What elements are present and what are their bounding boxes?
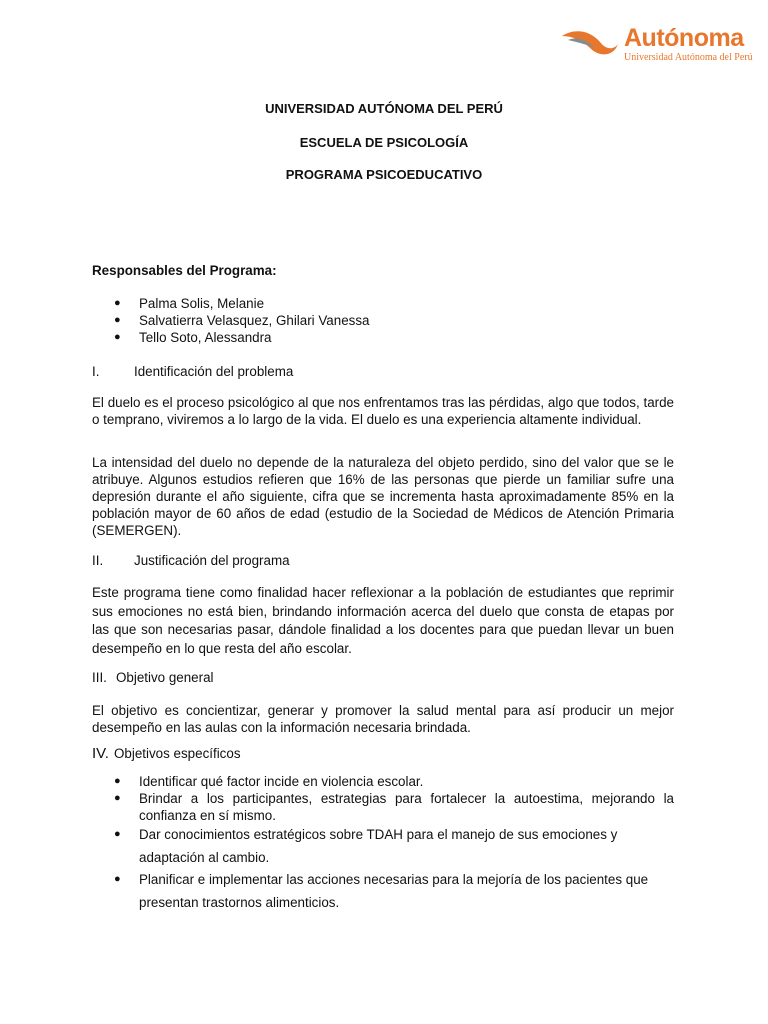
section-number: II. — [92, 553, 104, 568]
paragraph-justification: Este programa tiene como finalidad hacer reflexionar a la población de estudiantes que reprimir sus emociones no está bien, brindando información acerca del duelo que consta de etapas por las que son necesarias pasar, dándole finalidad a los docentes para que puedan llevar un buen desempeño en lo que resta del año escolar. — [92, 585, 674, 656]
bullet-icon: ● — [114, 331, 121, 343]
section-heading-2 — [92, 552, 290, 569]
section-title: Objetivo general — [116, 670, 214, 685]
paragraph-problem-2: La intensidad del duelo no depende de la naturaleza del objeto perdido, sino del valor que se le atribuye. Algunos estudios refieren que 16% de las personas que pierde un familiar sufre una depresión durante el año siguiente, cifra que se incrementa hasta aproximadamente 85% en la población mayor de 60 años de edad (estudio de la Sociedad de Médicos de Atención Primaria (SEMERGEN). — [92, 455, 674, 538]
header-university: UNIVERSIDAD AUTÓNOMA DEL PERÚ — [265, 101, 503, 116]
bullet-icon: ● — [114, 314, 121, 326]
section-number: IV. — [92, 745, 109, 762]
objective-text: Identificar qué factor incide en violencia escolar. — [139, 774, 424, 789]
section-number: III. — [92, 670, 107, 685]
section-heading-3 — [92, 669, 214, 686]
university-logo — [560, 22, 753, 66]
responsable-name: Salvatierra Velasquez, Ghilari Vanessa — [139, 313, 370, 328]
section-title: Objetivos específicos — [114, 746, 241, 761]
section-number: I. — [92, 364, 100, 379]
bullet-icon: ● — [114, 792, 121, 804]
bullet-icon: ● — [114, 297, 121, 309]
responsables-title: Responsables del Programa: — [92, 263, 277, 278]
objective-text: Brindar a los participantes, estrategias para fortalecer la autoestima, mejorando la confianza en sí mismo. — [139, 791, 674, 823]
section-heading-1 — [92, 363, 293, 380]
paragraph-problem-1: El duelo es el proceso psicológico al que nos enfrentamos tras las pérdidas, algo que todos, tarde o temprano, viviremos a lo largo de la vida. El duelo es una experiencia altamente individual. — [92, 395, 674, 427]
logo-name: Autónoma — [624, 24, 744, 52]
paragraph-general-objective: El objetivo es concientizar, generar y promover la salud mental para así producir un mejor desempeño en las aulas con la información necesaria brindada. — [92, 703, 674, 735]
objective-text: Dar conocimientos estratégicos sobre TDAH para el manejo de sus emociones y adaptación al cambio. — [139, 827, 618, 865]
bullet-icon: ● — [114, 873, 121, 885]
bullet-icon: ● — [114, 828, 121, 840]
logo-swoosh-icon — [560, 26, 620, 60]
responsable-name: Palma Solis, Melanie — [139, 296, 265, 311]
objective-text: Planificar e implementar las acciones necesarias para la mejoría de los pacientes que presentan trastornos alimenticios. — [139, 872, 649, 910]
header-program: PROGRAMA PSICOEDUCATIVO — [285, 167, 483, 182]
bullet-icon: ● — [114, 775, 121, 787]
logo-subtitle: Universidad Autónoma del Perú — [624, 52, 753, 63]
section-heading-4 — [92, 745, 241, 762]
responsable-name: Tello Soto, Alessandra — [139, 330, 272, 345]
header-school: ESCUELA DE PSICOLOGÍA — [299, 135, 469, 150]
section-title: Justificación del programa — [134, 553, 290, 568]
section-title: Identificación del problema — [134, 364, 294, 379]
